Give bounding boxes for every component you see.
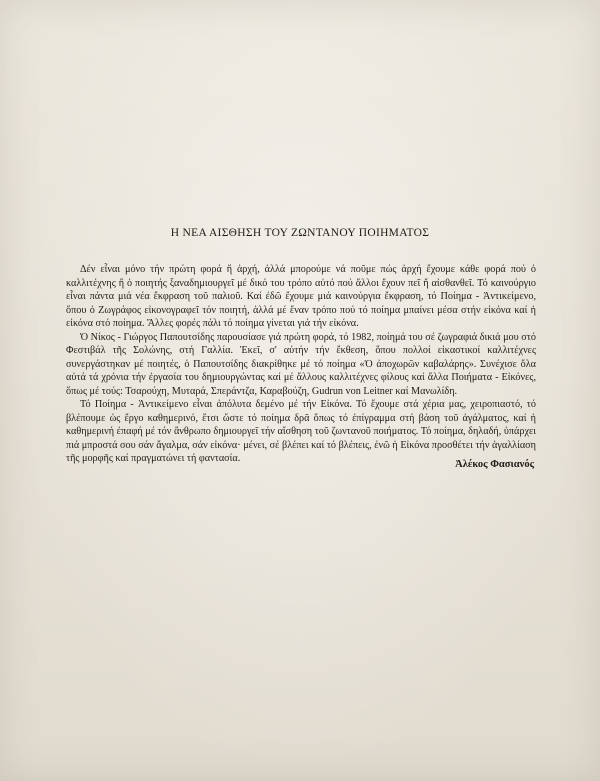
paragraph-1: Δέν εἶναι μόνο τήν πρώτη φορά ἤ ἀρχή, ἀλλά μπορούμε νά ποῦμε πώς ἀρχή ἔχουμε κάθε φορά πού ὁ καλλιτέχνης ἤ ὁ ποιητής ξαναδημιουργεῖ μέ δικό του τρόπο αὐτό πού ἄλλοι ἔχουν πεῖ ἤ αἰσθανθεῖ. Τό καινούργιο εἶναι πάντα μιά νέα ἔκφραση τοῦ παλιοῦ. Καί ἐδῶ ἔχουμε μιά καινούργια ἔκφραση, τό Ποίημα - Ἀντικείμενο, ὅπου ὁ Ζωγράφος εἰκονογραφεῖ τόν ποιητή, ἀλλά μέ ἕναν τρόπο πού τό ποίημα μπαίνει μέσα στήν εἰκόνα καί ἡ εἰκόνα στό ποίημα. Ἄλλες φορές πάλι τό ποίημα γίνεται γιά τήν εἰκόνα. bbox=[66, 264, 536, 329]
page-title: Η ΝΕΑ ΑΙΣΘΗΣΗ ΤΟΥ ΖΩΝΤΑΝΟΥ ΠΟΙΗΜΑΤΟΣ bbox=[170, 227, 430, 239]
paragraph-2: Ὁ Νίκος - Γιώργος Παπουτσίδης παρουσίασε γιά πρώτη φορά, τό 1982, ποίημά του σέ ζωγραφιά δικιά μου στό Φεστιβάλ τῆς Σολώνης, στή Γαλλία. Ἐκεῖ, σ' αὐτήν τήν ἔκθεση, ὅπου πολλοί εἰκαστικοί καλλιτέχνες συνεργάστηκαν μέ ποιητές, ὁ Παπουτσίδης διακρίθηκε μέ τό ποίημα «Ὁ ἀποχωρῶν καβαλάρης». Συνέχισε ὅλα αὐτά τά χρόνια τήν ἐργασία του δημιουργώντας καί μέ ἄλλους καλλιτέχνες φίλους καί ἄλλα Ποιήματα - Εἰκόνες, ὅπως μέ τούς: Τσαρούχη, Μυταρά, Σπεράντζα, Καραβούζη, Gudrun von Leitner καί Μανωλίδη. bbox=[66, 331, 536, 397]
body-text bbox=[66, 263, 536, 466]
paragraph-3: Τό Ποίημα - Ἀντικείμενο εἶναι ἀπόλυτα δεμένο μέ τήν Εἰκόνα. Τό ἔχουμε στά χέρια μας, χειροπιαστό, τό βλέπουμε ὡς ἔργο καθημερινό, ἔτσι ὥστε τό ποίημα δρᾶ ὅπως τό ἐπίγραμμα στή βάση τοῦ ἀγάλματος, καί ἡ καθημερινή ἐπαφή μέ τόν ἄνθρωπο δημιουργεῖ τήν αἴσθηση τοῦ ζωντανοῦ ποιήματος. Τό ποίημα, δηλαδή, ὑπάρχει πιά μπροστά σου σάν ἄγαλμα, σάν εἰκόνα· μένει, σέ βλέπει καί τό βλέπεις, ἐνῶ ἡ Εἰκόνα προσθέτει τήν ἀγαλλίαση τῆς μορφῆς καί πραγματώνει τή φαντασία. bbox=[66, 399, 536, 464]
author-signature: Ἀλέκος Φασιανός bbox=[455, 459, 534, 470]
